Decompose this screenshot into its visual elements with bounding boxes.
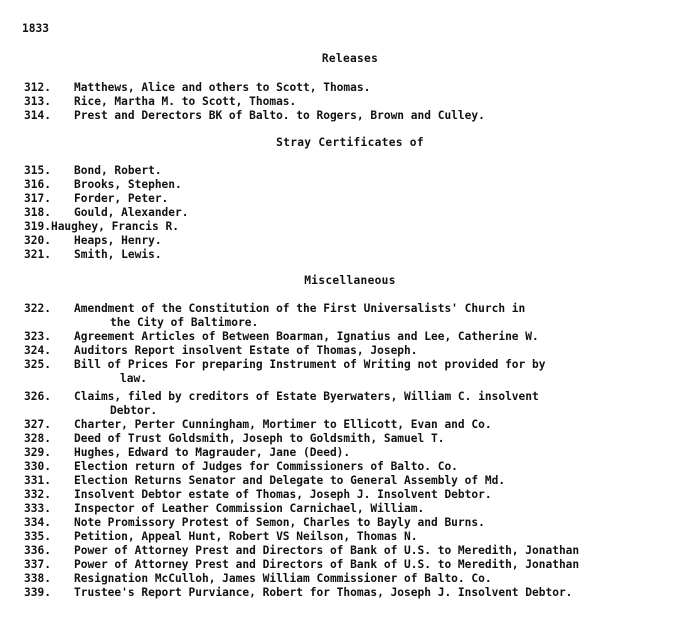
list-item: 333. Inspector of Leather Commission Carnichael, William. — [24, 502, 425, 515]
list-item: 316. Brooks, Stephen. — [24, 178, 182, 191]
section-heading-stray-certificates: Stray Certificates of — [276, 136, 424, 149]
list-item: 336. Power of Attorney Prest and Directors of Bank of U.S. to Meredith, Jonathan — [24, 544, 580, 557]
list-item: 317. Forder, Peter. — [24, 192, 169, 205]
list-item: 326. Claims, filed by creditors of Estate Byerwaters, William C. insolvent — [24, 390, 539, 403]
list-item: 318. Gould, Alexander. — [24, 206, 189, 219]
list-item: 334. Note Promissory Protest of Semon, Charles to Bayly and Burns. — [24, 516, 485, 529]
list-item: 321. Smith, Lewis. — [24, 248, 162, 261]
list-item: 312. Matthews, Alice and others to Scott, Thomas. — [24, 81, 371, 94]
stray-certificates-list — [24, 164, 700, 262]
releases-list — [24, 81, 700, 123]
list-item: 339. Trustee's Report Purviance, Robert for Thomas, Joseph J. Insolvent Debtor. — [24, 586, 573, 599]
list-item: 329. Hughes, Edward to Magrauder, Jane (Deed). — [24, 446, 351, 459]
list-item: 319. Haughey, Francis R. — [24, 220, 179, 233]
list-item: 315. Bond, Robert. — [24, 164, 162, 177]
page-year: 1833 — [22, 22, 49, 35]
list-item: 324. Auditors Report insolvent Estate of Thomas, Joseph. — [24, 344, 418, 357]
list-item: 335. Petition, Appeal Hunt, Robert VS Neilson, Thomas N. — [24, 530, 418, 543]
list-item: 320. Heaps, Henry. — [24, 234, 162, 247]
section-heading-miscellaneous: Miscellaneous — [304, 274, 396, 287]
list-item-continuation: law. — [120, 372, 147, 385]
list-item: 322. Amendment of the Constitution of the First Universalists' Church in — [24, 302, 526, 315]
list-item: 338. Resignation McCulloh, James William Commissioner of Balto. Co. — [24, 572, 492, 585]
section-heading-releases: Releases — [321, 52, 379, 65]
list-item: 332. Insolvent Debtor estate of Thomas, Joseph J. Insolvent Debtor. — [24, 488, 492, 501]
list-item: 328. Deed of Trust Goldsmith, Joseph to Goldsmith, Samuel T. — [24, 432, 445, 445]
list-item: 314. Prest and Derectors BK of Balto. to Rogers, Brown and Culley. — [24, 109, 485, 122]
list-item: 327. Charter, Perter Cunningham, Mortimer to Ellicott, Evan and Co. — [24, 418, 492, 431]
list-item: 330. Election return of Judges for Commissioners of Balto. Co. — [24, 460, 458, 473]
list-item: 331. Election Returns Senator and Delegate to General Assembly of Md. — [24, 474, 506, 487]
list-item: 313. Rice, Martha M. to Scott, Thomas. — [24, 95, 297, 108]
list-item-continuation: the City of Baltimore. — [110, 316, 259, 329]
miscellaneous-list — [24, 302, 700, 600]
list-item: 337. Power of Attorney Prest and Directors of Bank of U.S. to Meredith, Jonathan — [24, 558, 580, 571]
list-item-continuation: Debtor. — [110, 404, 158, 417]
list-item: 325. Bill of Prices For preparing Instrument of Writing not provided for by — [24, 358, 546, 371]
list-item: 323. Agreement Articles of Between Boarman, Ignatius and Lee, Catherine W. — [24, 330, 539, 343]
